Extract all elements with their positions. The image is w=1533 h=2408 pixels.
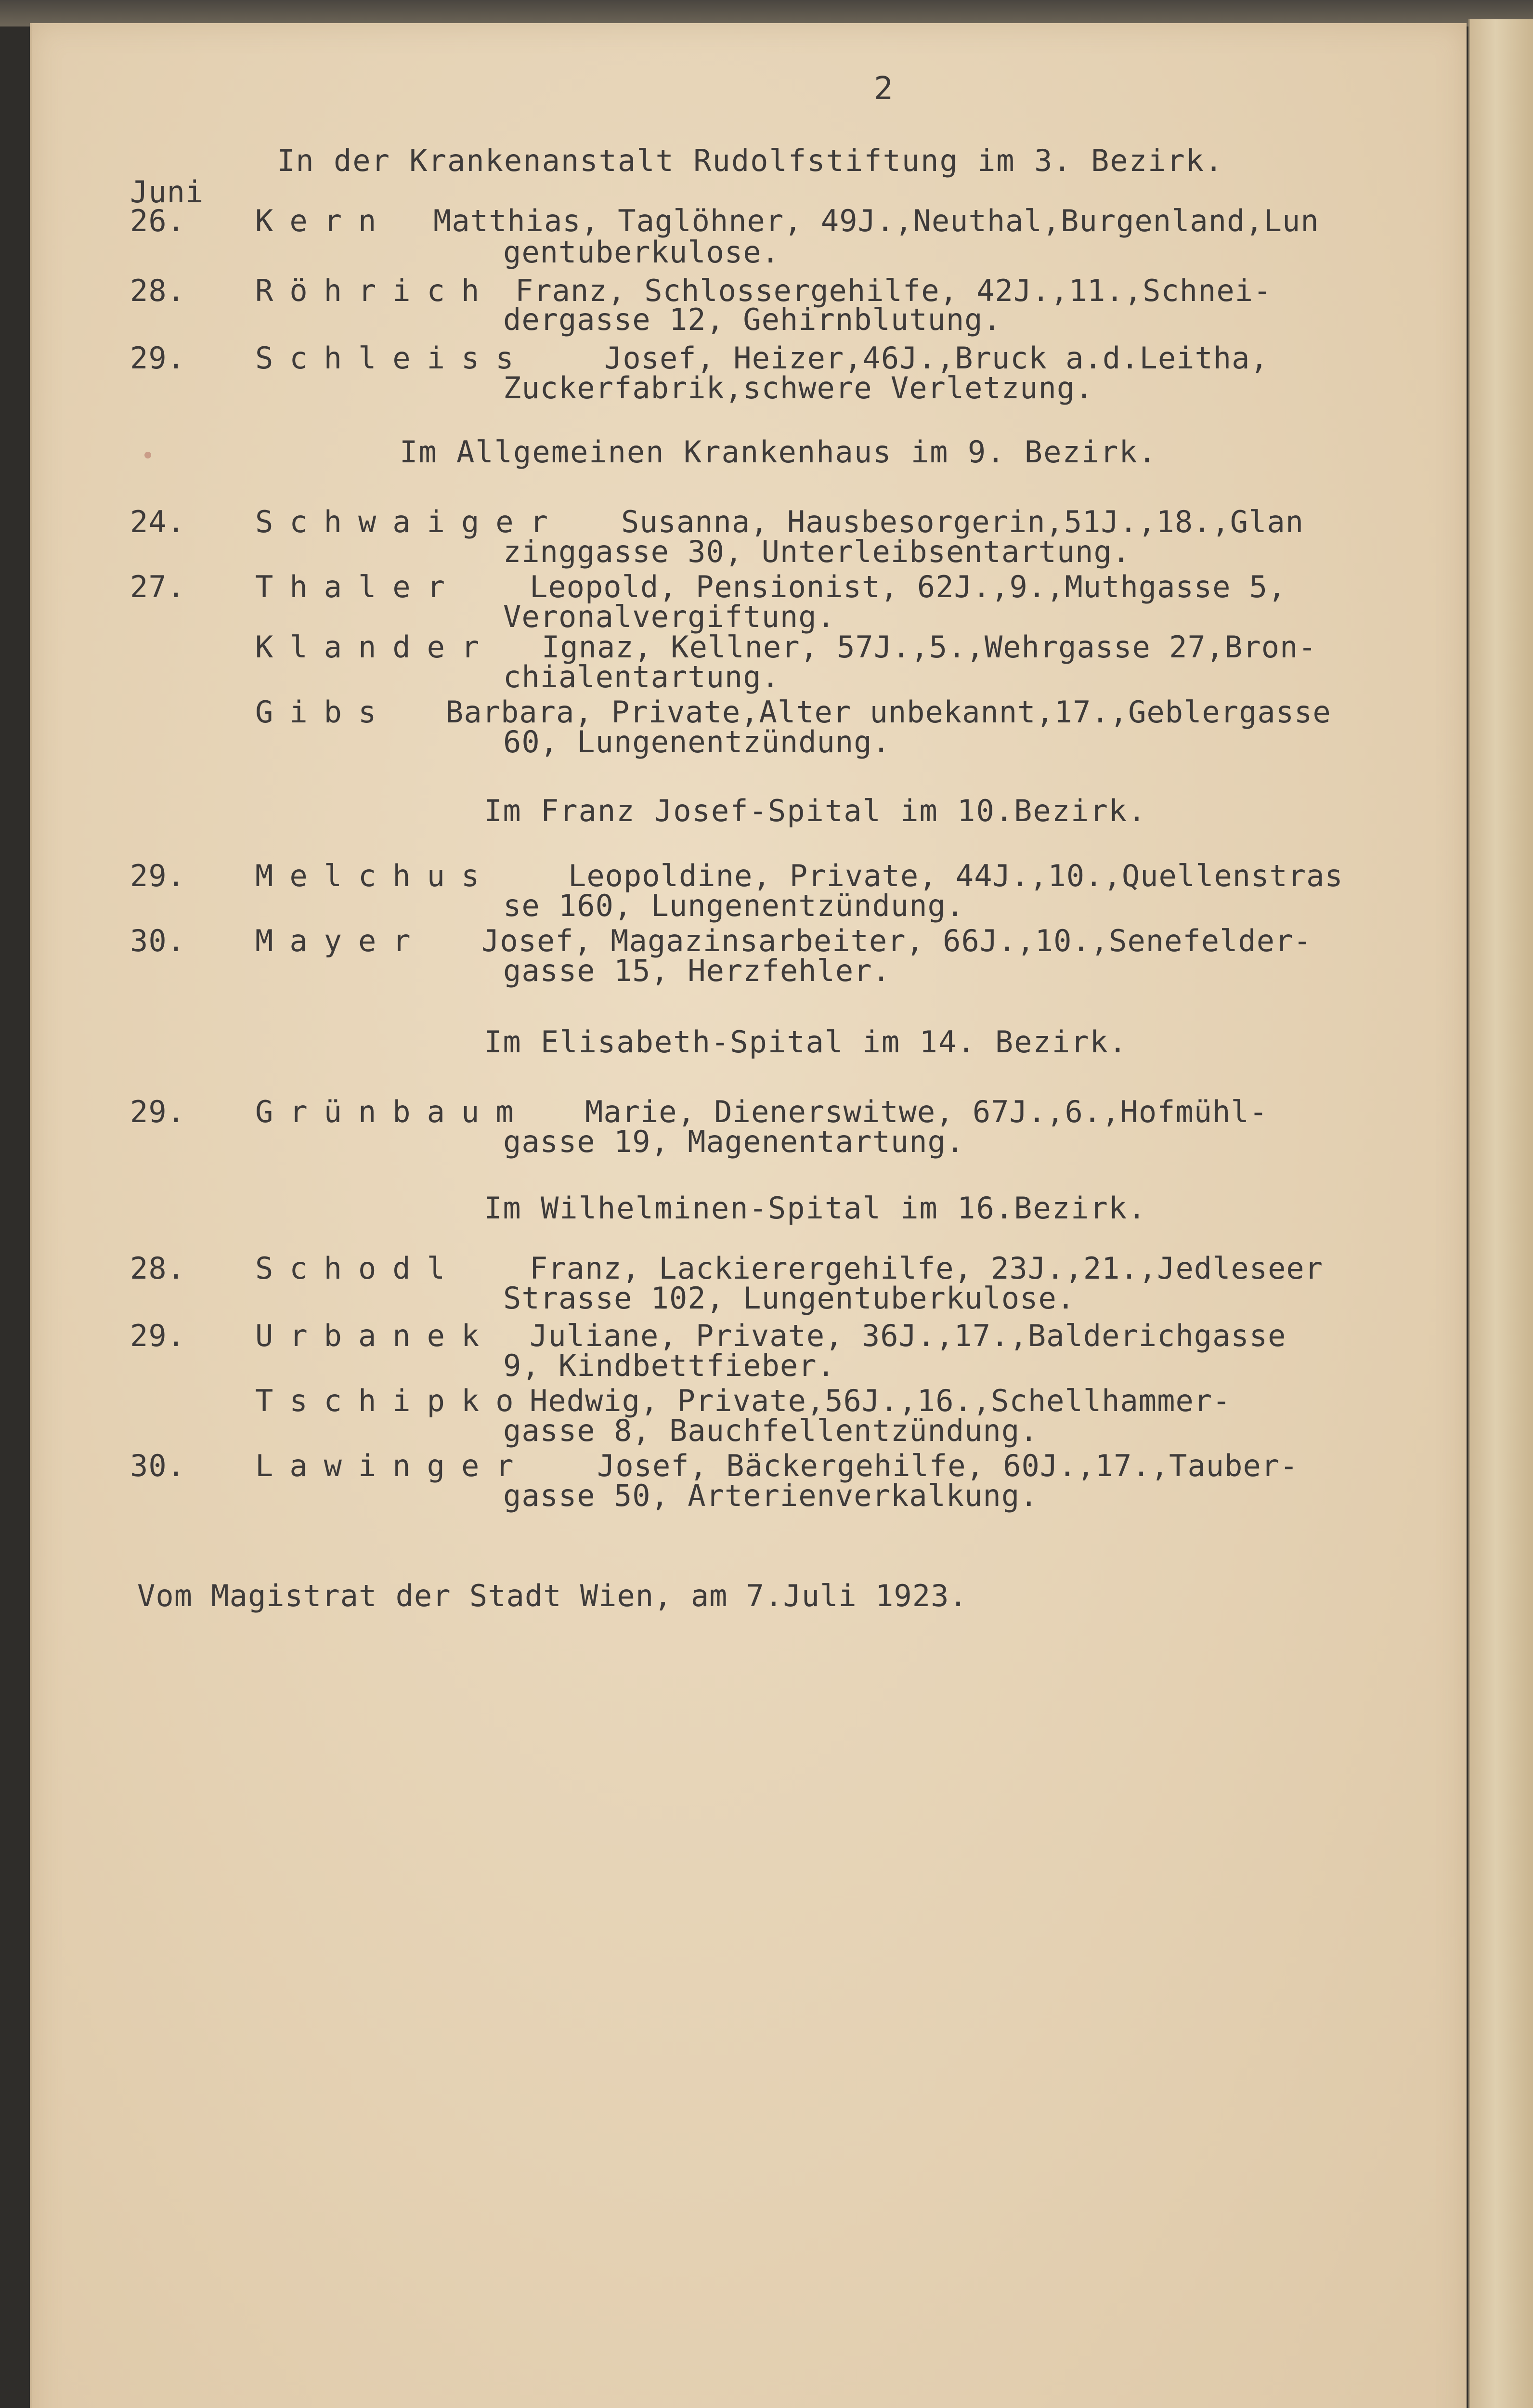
entry-details-continued: gasse 8, Bauchfellentzündung. <box>503 1413 1039 1448</box>
entry-day: 30. <box>130 1448 185 1483</box>
entry-details-continued: gasse 19, Magenentartung. <box>503 1124 965 1159</box>
entry-day: 29. <box>130 340 185 376</box>
closing-signature-line: Vom Magistrat der Stadt Wien, am 7.Juli 1923. <box>137 1578 968 1613</box>
entry-details: Barbara, Private,Alter unbekannt,17.,Geblergasse <box>445 694 1331 730</box>
entry-surname: Tschipko <box>255 1383 530 1418</box>
entry-details-continued: se 160, Lungenentzündung. <box>503 888 965 923</box>
entry-details-continued: Zuckerfabrik,schwere Verletzung. <box>503 370 1094 406</box>
entry-surname: Schodl <box>255 1251 461 1286</box>
month-label: Juni <box>130 174 204 209</box>
entry-day: 27. <box>130 569 185 604</box>
entry-details-continued: gasse 50, Arterienverkalkung. <box>503 1478 1039 1513</box>
entry-day: 29. <box>130 1318 185 1353</box>
section-heading-allgemeines-krankenhaus: Im Allgemeinen Krankenhaus im 9. Bezirk. <box>400 434 1157 470</box>
entry-surname: Klander <box>255 629 496 665</box>
entry-details: Josef, Magazinsarbeiter, 66J.,10.,Senefelder- <box>481 923 1312 958</box>
entry-details: Susanna, Hausbesorgerin,51J.,18.,Glan <box>621 504 1304 539</box>
entry-details-continued: zinggasse 30, Unterleibsentartung. <box>503 534 1131 569</box>
entry-surname: Schleiss <box>255 340 530 376</box>
entry-details: Juliane, Private, 36J.,17.,Balderichgasse <box>530 1318 1286 1353</box>
entry-day: 28. <box>130 1251 185 1286</box>
entry-details: Franz, Schlossergehilfe, 42J.,11.,Schnei- <box>515 273 1272 308</box>
entry-details: Marie, Dienerswitwe, 67J.,6.,Hofmühl- <box>585 1094 1268 1129</box>
entry-details: Josef, Bäckergehilfe, 60J.,17.,Tauber- <box>597 1448 1299 1483</box>
section-heading-elisabeth-spital: Im Elisabeth-Spital im 14. Bezirk. <box>484 1024 1128 1060</box>
entry-details: Josef, Heizer,46J.,Bruck a.d.Leitha, <box>604 340 1269 376</box>
entry-details-continued: 9, Kindbettfieber. <box>503 1348 835 1383</box>
entry-day: 26. <box>130 203 185 238</box>
entry-surname: Schwaiger <box>255 504 564 539</box>
page-number: 2 <box>874 70 894 107</box>
entry-surname: Röhrich <box>255 273 496 308</box>
entry-day: 28. <box>130 273 185 308</box>
entry-details: Matthias, Taglöhner, 49J.,Neuthal,Burgenland,Lun <box>433 203 1319 238</box>
entry-day: 29. <box>130 1094 185 1129</box>
entry-details: Franz, Lackierergehilfe, 23J.,21.,Jedleseer <box>530 1251 1324 1286</box>
entry-surname: Lawinger <box>255 1448 530 1483</box>
entry-surname: Mayer <box>255 923 427 958</box>
entry-surname: Thaler <box>255 569 461 604</box>
entry-day: 24. <box>130 504 185 539</box>
entry-details: Ignaz, Kellner, 57J.,5.,Wehrgasse 27,Bron- <box>542 629 1317 665</box>
entry-details-continued: gasse 15, Herzfehler. <box>503 953 891 988</box>
entry-surname: Melchus <box>255 858 496 893</box>
section-heading-franz-josef-spital: Im Franz Josef-Spital im 10.Bezirk. <box>484 793 1147 828</box>
entry-surname: Grünbaum <box>255 1094 530 1129</box>
entry-day: 30. <box>130 923 185 958</box>
entry-details-continued: chialentartung. <box>503 659 780 694</box>
entry-details: Hedwig, Private,56J.,16.,Schellhammer- <box>530 1383 1231 1418</box>
entry-details-continued: dergasse 12, Gehirnblutung. <box>503 302 1001 337</box>
section-heading-wilhelminen-spital: Im Wilhelminen-Spital im 16.Bezirk. <box>484 1191 1147 1226</box>
entry-surname: Kern <box>255 203 393 238</box>
entry-details-continued: Strasse 102, Lungentuberkulose. <box>503 1281 1076 1316</box>
entry-details: Leopoldine, Private, 44J.,10.,Quellenstras <box>568 858 1343 893</box>
entry-surname: Urbanek <box>255 1318 496 1353</box>
entry-details-continued: 60, Lungenentzündung. <box>503 724 891 759</box>
entry-details-continued: Veronalvergiftung. <box>503 599 835 634</box>
entry-day: 29. <box>130 858 185 893</box>
entry-surname: Gibs <box>255 694 393 730</box>
section-heading-rudolfstiftung: In der Krankenanstalt Rudolfstiftung im 3. Bezirk. <box>277 143 1224 178</box>
entry-details-continued: gentuberkulose. <box>503 235 780 270</box>
entry-details: Leopold, Pensionist, 62J.,9.,Muthgasse 5, <box>530 569 1286 604</box>
